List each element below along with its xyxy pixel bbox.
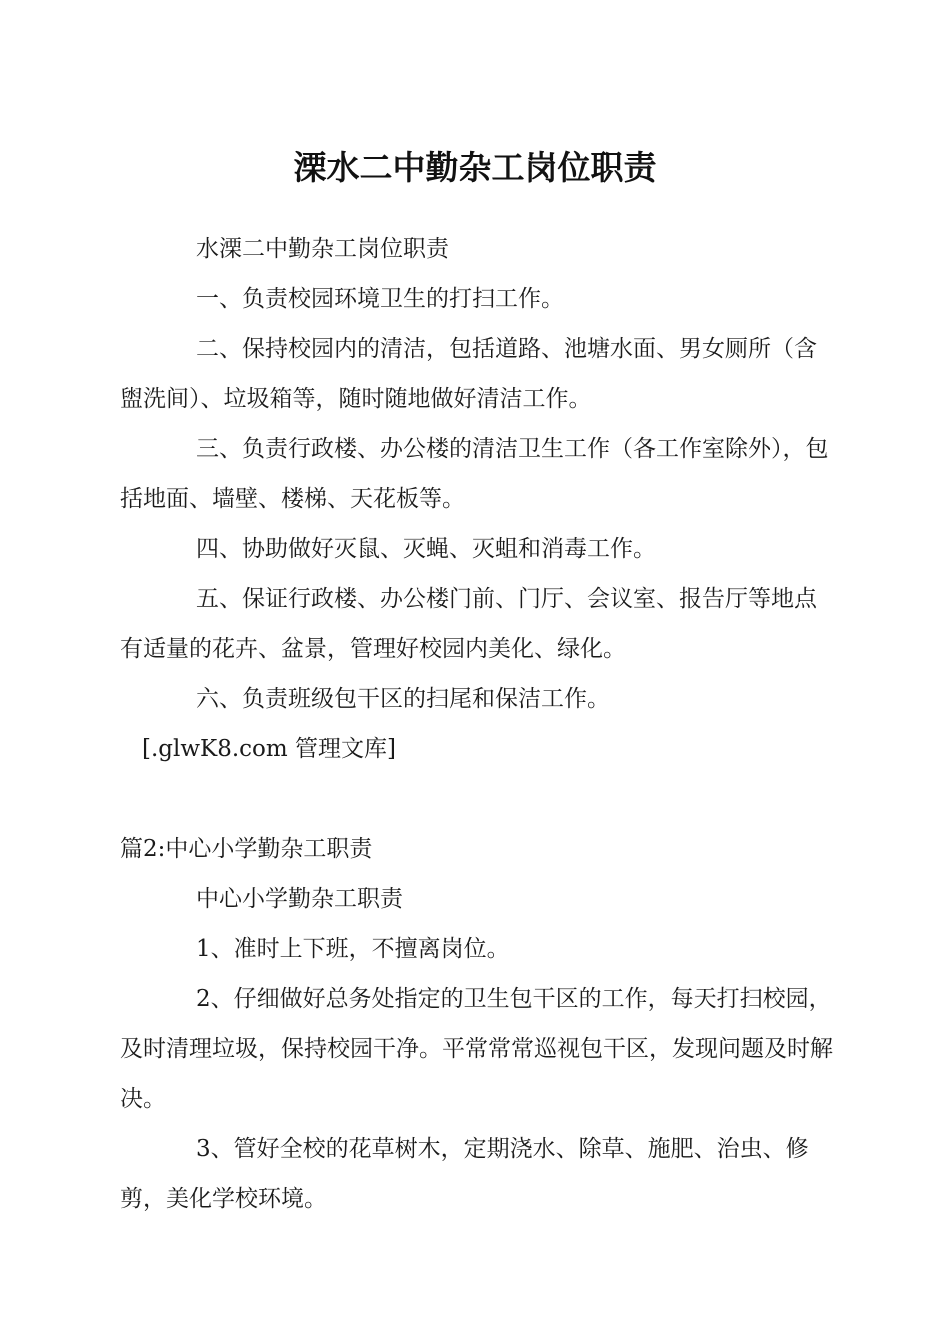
section2-heading: 篇2:中心小学勤杂工职责 (120, 836, 373, 862)
section1-item-1: 一、负责校园环境卫生的打扫工作。 (196, 286, 564, 312)
document-body (120, 224, 836, 1224)
section1-subtitle: 水溧二中勤杂工岗位职责 (196, 236, 449, 262)
section1-item-2: 二、保持校园内的清洁，包括道路、池塘水面、男女厕所（含盥洗间）、垃圾箱等，随时随地做好清洁工作。 (120, 336, 817, 412)
section2-item-3: 3、管好全校的花草树木，定期浇水、除草、施肥、治虫、修剪，美化学校环境。 (120, 1136, 809, 1212)
section1-item-5: 五、保证行政楼、办公楼门前、门厅、会议室、报告厅等地点有适量的花卉、盆景，管理好校园内美化、绿化。 (120, 586, 817, 662)
section2-item-1: 1、准时上下班，不擅离岗位。 (196, 936, 510, 962)
section1-item-3: 三、负责行政楼、办公楼的清洁卫生工作（各工作室除外），包括地面、墙壁、楼梯、天花板等。 (120, 436, 829, 512)
source-note: [.glwK8.com 管理文库] (142, 736, 396, 762)
section-gap (120, 774, 836, 824)
section2-item-2: 2、仔细做好总务处指定的卫生包干区的工作，每天打扫校园，及时清理垃圾，保持校园干净。平常常常巡视包干区，发现问题及时解决。 (120, 986, 833, 1112)
section1-item-4: 四、协助做好灭鼠、灭蝇、灭蛆和消毒工作。 (196, 536, 656, 562)
section2-subtitle: 中心小学勤杂工职责 (196, 886, 403, 912)
document-title: 溧水二中勤杂工岗位职责 (293, 148, 657, 187)
section1-item-6: 六、负责班级包干区的扫尾和保洁工作。 (196, 686, 610, 712)
